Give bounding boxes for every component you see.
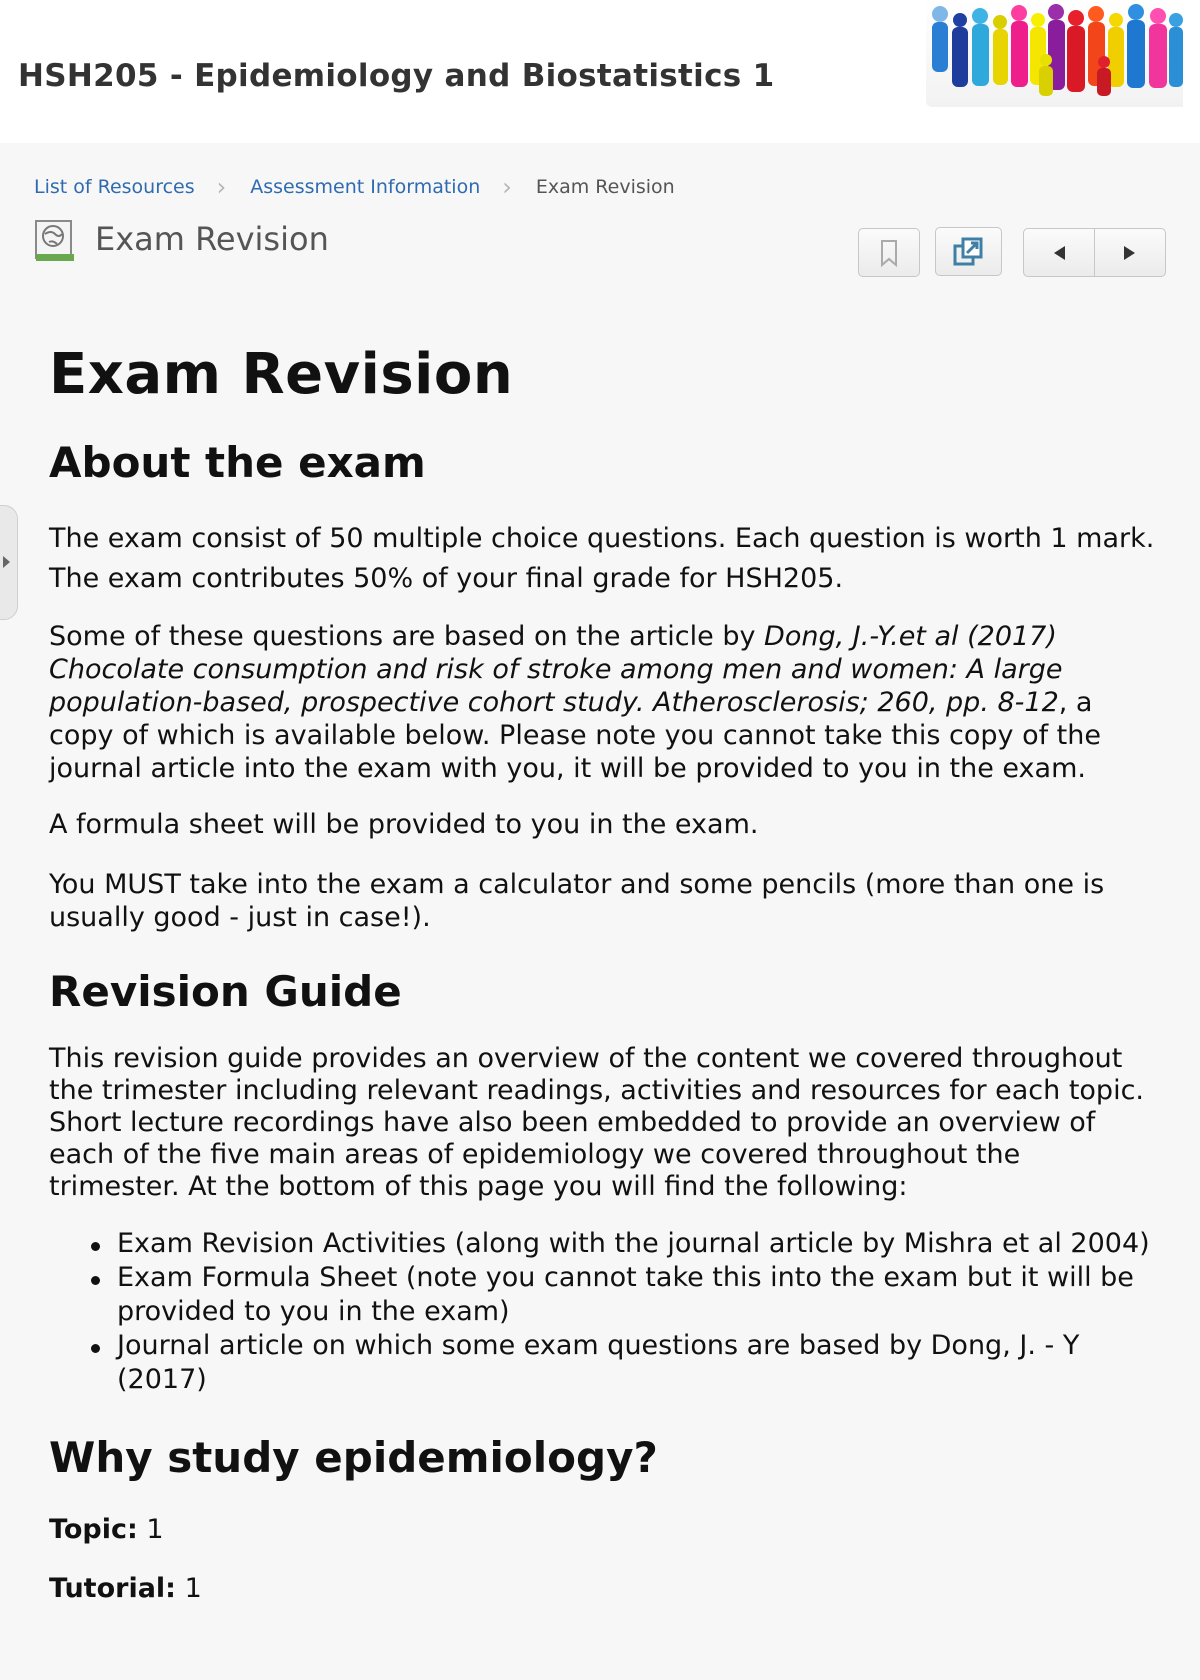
breadcrumb-list-of-resources[interactable]: List of Resources — [34, 176, 195, 198]
side-panel-toggle[interactable] — [0, 505, 18, 620]
topic-title: Exam Revision — [95, 220, 329, 258]
topic-content — [49, 340, 1159, 1605]
open-new-window-icon — [953, 237, 985, 267]
about-heading: About the exam — [49, 438, 426, 487]
topic-line — [49, 1513, 1159, 1546]
list-item: Exam Formula Sheet (note you cannot take this into the exam but it will be provided to you in the exam) — [49, 1261, 1159, 1329]
tutorial-label: Tutorial: — [49, 1573, 176, 1604]
course-banner-image — [926, 0, 1183, 107]
side-panel-expand-icon — [3, 556, 10, 568]
why-study-heading: Why study epidemiology? — [49, 1433, 658, 1482]
breadcrumb — [34, 172, 675, 201]
topic-value: 1 — [146, 1514, 164, 1545]
equipment-paragraph: You MUST take into the exam a calculator and some pencils (more than one is usually good - just in case!). — [49, 869, 1105, 933]
previous-arrow-icon — [1052, 245, 1066, 261]
tutorial-line — [49, 1572, 1159, 1605]
course-title[interactable]: HSH205 - Epidemiology and Biostatistics 1 — [18, 58, 775, 94]
breadcrumb-current: Exam Revision — [535, 176, 675, 198]
list-item: Exam Revision Activities (along with the journal article by Mishra et al 2004) — [49, 1227, 1159, 1261]
breadcrumb-separator-icon: › — [216, 172, 227, 201]
web-page-icon — [35, 220, 75, 262]
article-paragraph — [49, 620, 1159, 785]
next-arrow-icon — [1123, 245, 1137, 261]
revision-guide-paragraph: This revision guide provides an overview of the content we covered throughout the trimester including relevant readings, activities and resources for each topic. Short lecture recordings have also been embedded to provide an overview of each of the five main areas of epidemiology we covered throughout the trimester. At the bottom of this page you will find the following: — [49, 1043, 1145, 1202]
next-topic-button[interactable] — [1094, 229, 1165, 276]
topic-navigation — [1023, 228, 1166, 277]
previous-topic-button[interactable] — [1024, 229, 1094, 276]
revision-guide-list — [49, 1227, 1159, 1397]
tutorial-value: 1 — [184, 1573, 202, 1604]
course-header — [0, 0, 1200, 143]
content-heading: Exam Revision — [49, 342, 514, 407]
breadcrumb-separator-icon: › — [502, 172, 512, 201]
list-item: Journal article on which some exam questions are based by Dong, J. - Y (2017) — [49, 1329, 1159, 1397]
about-paragraph: The exam consist of 50 multiple choice questions. Each question is worth 1 mark. The exam contributes 50% of your final grade for HSH205. — [49, 523, 1155, 594]
bookmark-button[interactable] — [858, 228, 920, 277]
article-intro: Some of these questions are based on the article by — [49, 621, 765, 652]
formula-sheet-paragraph: A formula sheet will be provided to you in the exam. — [49, 809, 759, 840]
article-citation: Dong, J.-Y.et al (2017) Chocolate consumption and risk of stroke among men and women: A large population-based, prospective cohort study. Atherosclerosis; 260, pp. 8-12 — [49, 621, 1063, 718]
breadcrumb-assessment-information[interactable]: Assessment Information — [250, 176, 481, 198]
bookmark-icon — [879, 239, 899, 267]
revision-guide-heading: Revision Guide — [49, 967, 402, 1016]
article-note: , a copy of which is available below. Please note you cannot take this copy of the journal article into the exam with you, it will be provided to you in the exam. — [49, 687, 1101, 784]
open-new-window-button[interactable] — [935, 227, 1002, 276]
topic-label: Topic: — [49, 1514, 138, 1545]
